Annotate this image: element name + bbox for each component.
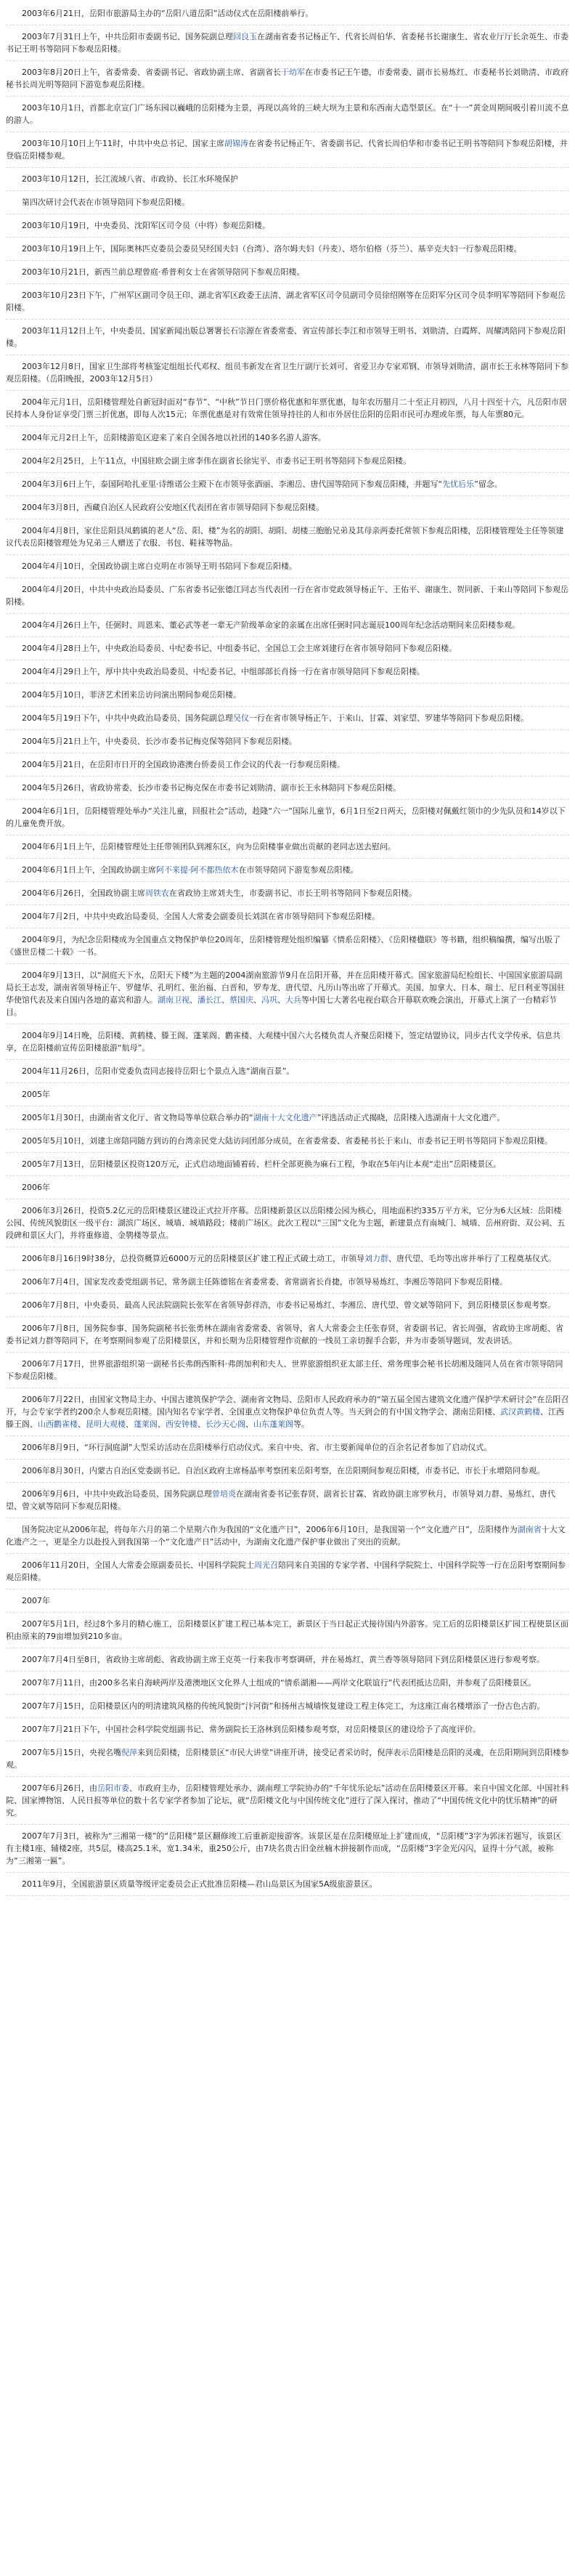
entry-text: 、江西滕王阁、	[6, 1407, 564, 1429]
chronology-entry	[6, 805, 569, 835]
entry-text: 2006年	[22, 1183, 50, 1192]
chronology-entry	[6, 1830, 569, 1873]
entry-text: 2003年11月12日上午，中央委员、国家新闻出版总署署长石宗源在省委常委、省宣传部长李江和市领导王明书、刘勋清、白霞辉、周耀鸿陪同下参观岳阳楼。	[6, 326, 566, 348]
entry-text: 2006年7月4日，国家发改委党组副书记、常务副主任陈德铭在省委常委、省常副省长肖捷，市领导易炼红、李湘岳等陪同下参观岳阳楼。	[22, 1277, 507, 1287]
entry-text: 2003年10月23日下午，广州军区副司令员王印、湖北省军区政委王法清、湖北省军区司令员副司令员徐绍刚等在岳阳军分区司令员李明军等陪同下参观岳阳楼。	[6, 291, 566, 312]
chronology-entry	[6, 758, 569, 777]
chronology-entry	[6, 102, 569, 132]
entry-text: 2004年3月8日，西藏自治区人民政府公安地区代表团在省市领导陪同下参观岳阳楼。	[22, 503, 324, 512]
chronology-entry	[6, 289, 569, 320]
chronology-entry	[6, 887, 569, 905]
entry-text: 2007年7月21日下午，中国社会科学院党组副书记、常务副院长王洛林到岳阳楼参观考察，对岳阳楼景区的建设给予了高度评价。	[22, 1725, 481, 1734]
entry-text: 2006年7月8日，中央委员、最高人民法院副院长张军在省领导彭祥浩，市委书记易炼红、李湘岳、唐代望、曾文斌等陪同下，到岳阳楼景区参观考察。	[22, 1300, 555, 1310]
entry-link[interactable]: 西安钟楼	[166, 1419, 197, 1429]
entry-text: 2004年4月20日，中共中央政治局委员、广东省委书记张德江同志当代表团一行在省市党政领导杨正午、王佑平、谢康生、贺同新、于来山等陪同下参观岳阳楼。	[6, 585, 568, 607]
entry-text: 2004年9月13日，以“洞庭天下水，岳阳天下楼”为主题的2004湖南旅游节9月在岳阳开幕，并在岳阳楼开幕式。国家旅游局纪检组长、中国国家旅游局副局长王志发，湖南省领导杨正午、罗健华、孔明红、张治福、白晋和，罗寿龙、唐代望、凡历山等出席了开幕式。美国、加拿大、日本、瑞士、尼日利亚等国驻华使馆代表及来自国内各地的嘉宾和游人。	[6, 971, 565, 1005]
entry-text: 2004年9月，为纪念岳阳楼成为全国重点文物保护单位20周年，岳阳楼管理处组织编纂《情系岳阳楼》、《岳阳楼楹联》等书籍，组织稿编撰，编写出版了《盛世岳楼二十载》一书。	[6, 935, 560, 957]
chronology-entry	[6, 841, 569, 859]
chronology-entry	[6, 910, 569, 928]
entry-text: 2007年7月15日，岳阳楼景区内的明清建筑风格的传统风貌街“汴河街”和扬州古城墙恢复建设工程主体完工，为这座江南名楼增添了一份古色古韵。	[22, 1701, 545, 1711]
chronology-entry	[6, 501, 569, 519]
chronology-entry	[6, 31, 569, 61]
chronology-entry	[6, 560, 569, 578]
entry-text: 2006年8月16日9时38分，总投资概算近6000万元的岳阳楼景区扩建工程正式破土动工，市领导	[22, 1254, 364, 1263]
chronology-entry	[6, 219, 569, 238]
chronology-entry	[6, 712, 569, 730]
chronology-entry	[6, 1135, 569, 1153]
entry-link[interactable]: 山西鹳雀楼	[38, 1419, 78, 1429]
year-heading	[6, 1595, 569, 1613]
entry-link[interactable]: 湖南卫视	[158, 995, 189, 1005]
chronology-entry	[6, 1700, 569, 1718]
entry-text: 、	[277, 995, 285, 1005]
chronology-entry	[6, 173, 569, 191]
entry-text: 、	[126, 1419, 134, 1429]
entry-text: ”留念。	[474, 479, 502, 489]
entry-text: 2003年10月10日上午11时，中共中央总书记、国家主席	[22, 139, 224, 148]
entry-text: 2007年7月4日至8日，省政协主席胡彪、省政协副主席王克英一行来我市考察调研，并在易炼红、黄兰香等领导陪同下到岳阳楼景区进行参观考察。	[22, 1655, 545, 1664]
chronology-entry	[6, 782, 569, 800]
entry-text: 2004年5月21日上午，中央委员、长沙市委书记梅克保等陪同下参观岳阳楼。	[22, 737, 297, 746]
entry-link[interactable]: 湖南省	[517, 1525, 542, 1534]
chronology-entry	[6, 243, 569, 261]
entry-link[interactable]: 湖南十大文化遗产	[253, 1113, 317, 1122]
entry-text: 2004年4月26日上午，任弼时、周恩来、董必武等老一辈无产阶级革命家的亲属在出席任弼时同志诞辰100周年纪念活动期间来岳阳楼参观。	[22, 620, 520, 630]
entry-text: 2005年7月13日，岳阳楼景区投资120万元，正式启动地面铺着砖、栏杆全部更换为麻石工程，争取在5年内让本观“走出”岳阳楼景区。	[22, 1159, 502, 1169]
chronology-entry	[6, 1358, 569, 1388]
chronology-entry	[6, 266, 569, 284]
chronology-entry	[6, 735, 569, 753]
entry-text: 2004年6月1日上午，岳阳楼管理处主任带领团队到湘东区，向为岳阳楼事业做出贡献的老同志送去慰问。	[22, 842, 396, 851]
chronology-entry	[6, 455, 569, 473]
entry-text: 、	[245, 1419, 253, 1429]
chronology-entry	[6, 1746, 569, 1777]
entry-text: 2006年7月8日，国务院参事、国务院副秘书长张勇林在湖南省委常委、省领导，省人大常委会主任张春贤，省委副书记、省长周强，省政协主席胡彪、省委书记刘力群等陪同下，在考察期间参观了岳阳楼景区，并和长期为岳阳楼管理作贡献的一线员工亲切握手合影，并为市委领导题词，发表讲话。	[6, 1324, 563, 1345]
entry-text: 2004年7月2日，中共中央政治局委员、全国人大常委会副委员长刘淇在省市领导陪同下参观岳阳楼。	[22, 912, 380, 921]
entry-text: 十大文化遗产之一，更是全力以赴投入到我国第一个“文化遗产日”活动中，为湖南文化遗产保护事业做出了突出的贡献。	[6, 1525, 566, 1547]
chronology-entry	[6, 619, 569, 637]
entry-link[interactable]: 昆明大观楼	[86, 1419, 126, 1429]
entry-text: 2003年10月21日，新西兰前总理曾庭·希普利女士在省领导陪同下参观岳阳楼。	[22, 267, 305, 277]
page-bottom-edge	[0, 2570, 575, 2576]
chronology-entry	[6, 1065, 569, 1083]
chronology-entry	[6, 864, 569, 882]
chronology-entry	[6, 478, 569, 496]
chronology-entry	[6, 7, 569, 25]
entry-text: 2004年6月26日，全国政协副主席	[22, 888, 145, 898]
chronology-entry	[6, 1618, 569, 1648]
chronology-entry	[6, 1111, 569, 1130]
chronology-entry	[6, 1723, 569, 1741]
entry-text: 2006年7月22日，由国家文物局主办、中国古建筑保护学会、湖南省文物局、岳阳市人民政府承办的“第五届全国古建筑文化遗产保护学术研讨会”在岳阳召开，与会专家学者约200余人参观岳阳楼。国内知名专家学者、全国重点文物保护单位负责人等。当天到会的有中国文物学会、湖南岳阳楼、	[6, 1395, 569, 1417]
entry-link[interactable]: 曾培炎	[212, 1489, 236, 1499]
chronology-entry	[6, 1488, 569, 1518]
entry-text: 在市领导陪同下游览参观岳阳楼。	[238, 865, 359, 875]
entry-text: 、	[253, 995, 261, 1005]
entry-text: 2004年4月10日，全国政协副主席白克明在市领导王明书陪同下参观岳阳楼。	[22, 562, 297, 571]
entry-text: 2004年11月26日，岳阳市党委负责同志接待岳阳七个景点入选“湖南百景”。	[22, 1066, 295, 1076]
entry-text: 2004年4月28日上午，中央政治局委员、中纪委书记、中组委书记、全国总工会主席刘建行在省市领导陪同下参观岳阳楼。	[22, 644, 457, 653]
entry-link[interactable]: 周铁农	[145, 888, 169, 898]
entry-text: 一行在省市领导杨正午、于来山、甘霖、刘家望、罗建华等陪同下参观岳阳楼。	[249, 713, 529, 723]
chronology-entry	[6, 325, 569, 355]
entry-link[interactable]: 潘长江	[197, 995, 221, 1005]
chronology-entry	[6, 1299, 569, 1317]
entry-text: 2003年10月12日，长江流域八省、市政协、长江水环境保护	[22, 174, 238, 184]
chronology-entry	[6, 665, 569, 684]
chronology-entry	[6, 1322, 569, 1353]
entry-text: 陪同来自美国的专家学者、中国科学院院士、中国科学院等一行在岳阳考察期间参观岳阳楼。	[6, 1560, 566, 1582]
chronology-entry	[6, 1677, 569, 1695]
entry-text: 等中国七大著名电视台联合开幕联欢晚会演出，开幕式上演了一台精彩节目。	[6, 995, 557, 1017]
entry-text: 2005年5月10日，刘建主席陪同随方到访的台湾亲民党大陆访问团部分成员，在省委常委、省委秘书长于来山、市委书记王明书等陪同下参观岳阳楼。	[22, 1136, 552, 1146]
entry-text: 2004年元月2日上午，岳阳楼游览区迎来了来自全国各地以社团的140多名游人游客。	[22, 433, 326, 442]
entry-text: 2004年元月1日，岳阳楼管理处自新冠时面对“春节”、“中秋”节日门票价格优惠和年票优惠，每年农历腊月二十至正月初四，八月十四至十六，凡岳阳市居民持本人身份证享受门票三折优惠，即每人次15元；年票优惠是对有效常住领导持往的人和市外居住岳阳的岳阳市民可办理或年票，每人年票80元。	[6, 397, 567, 419]
entry-link[interactable]: 先忧后乐	[442, 479, 475, 489]
chronology-entry	[6, 1158, 569, 1176]
entry-link[interactable]: 回良玉	[233, 32, 257, 41]
chronology-entry	[6, 969, 569, 1024]
entry-text: 2007年6月26日，由	[22, 1783, 97, 1793]
entry-text: 2006年9月6日，中共中央政治局委员、国务院副总理	[22, 1489, 212, 1499]
chronology-entry	[6, 1029, 569, 1060]
entry-text: 2003年6月21日，岳阳市旅游局主办的“岳阳八道岳阳”活动仪式在岳阳楼前举行。	[22, 9, 314, 18]
entry-text: 第四次研讨会代表在市领导陪同下参观岳阳楼。	[22, 198, 189, 207]
entry-text: 2003年8月20日上午，省委常委、省委副书记、省政协副主席、省副省长	[22, 68, 281, 77]
entry-text: 、	[197, 1419, 205, 1429]
entry-text: 2007年5月15日，央视名嘴	[22, 1748, 121, 1757]
chronology-entry	[6, 933, 569, 964]
entry-text: 2004年9月14日晚，岳阳楼、黄鹤楼、滕王阁、蓬莱阁、鹳雀楼、大观楼中国六大名楼负责人齐聚岳阳楼下，签定结盟协议，同步古代文学传承、信息共享，在岳阳楼前宣传岳阳楼旅游“航母”。	[6, 1031, 560, 1053]
chronology-entry	[6, 524, 569, 555]
entry-link[interactable]: 阿不来提·阿不都热依木	[156, 865, 239, 875]
entry-text: 2007年7月11日，由200多名来自海峡两岸及港澳地区文化界人士组成的“情系湖湘——两岸文化联谊行”代表团抵达岳阳，并参观了岳阳楼景区。	[22, 1678, 537, 1688]
chronology-entry	[6, 1878, 569, 1896]
entry-text: 2004年6月1日，岳阳楼管理处举办“关注儿童，回报社会”活动，趁隆“六一”国际儿童节，6月1日至2日两天，岳阳楼对佩戴红领巾的少先队员和14岁以下的儿童免费开放。	[6, 806, 566, 828]
entry-text: 2004年6月1日上午，全国政协副主席	[22, 865, 156, 875]
entry-text: 2005年	[22, 1090, 50, 1099]
chronology-entry	[6, 396, 569, 426]
entry-link[interactable]: 武汉黄鹤楼	[500, 1407, 540, 1417]
entry-text: 在湖南省委书记张春贤、副省长甘霖、省政协副主席罗秋月，市领导刘力群、易炼红、唐代望、曾文斌等陪同下参观岳阳楼。	[6, 1489, 555, 1511]
entry-link[interactable]: 吴仪	[233, 713, 249, 723]
entry-link[interactable]: 倪萍	[121, 1748, 137, 1757]
entry-link[interactable]: 刘力群	[364, 1254, 388, 1263]
entry-text: 2003年10月19日，中央委员、沈阳军区司令员（中将）参观岳阳楼。	[22, 221, 270, 230]
chronology-entry	[6, 642, 569, 660]
entry-text: 在省委书记杨正午、省委副书记、代省长周伯华和市委书记王明书等陪同下参观岳阳楼，并登临岳阳楼参观。	[6, 139, 568, 161]
chronology-entry	[6, 360, 569, 391]
year-heading	[6, 1088, 569, 1106]
year-heading	[6, 1181, 569, 1199]
entry-text: 2004年5月21日，在岳阳市日开的全国政协港澳台侨委员工作会议的代表一行参观岳阳楼。	[22, 760, 345, 769]
chronology-entry	[6, 583, 569, 614]
chronology-entry	[6, 1393, 569, 1436]
entry-link[interactable]: 长沙天心阁	[205, 1419, 245, 1429]
entry-link[interactable]: 胡锦涛	[224, 139, 248, 148]
chronology-entry	[6, 1252, 569, 1271]
entry-text: 2007年	[22, 1596, 50, 1605]
entry-text: 2005年1月30日，由湖南省文化厅、省文物局等单位联合举办的“	[22, 1113, 253, 1122]
entry-text: 2004年5月26日，省政协常委、长沙市委书记梅克保在市委书记刘勋清、副市长王永林陪同下参观岳阳楼。	[22, 783, 401, 793]
entry-text: 2011年9月，全国旅游景区质量等级评定委员会正式批准岳阳楼—君山岛景区为国家5A级旅游景区。	[22, 1879, 378, 1889]
chronology-entry	[6, 1782, 569, 1825]
entry-link[interactable]: 于幼军	[281, 68, 305, 77]
entry-text: ”评选活动正式揭晓，岳阳楼入选湖南十大文化遗产。	[317, 1113, 505, 1122]
entry-text: 、唐代望、毛均等出席并举行了工程奠基仪式。	[388, 1254, 556, 1263]
entry-link[interactable]: 大兵	[285, 995, 301, 1005]
entry-text: 在省政协主席刘夫生，市委副书记、市长王明书等陪同下参观岳阳楼。	[169, 888, 417, 898]
entry-text: 2004年2月25日，上午11点，中国驻欧会副主席李伟在副省长徐宪平、市委书记王明书等陪同下参观岳阳楼。	[22, 456, 411, 466]
entry-text: 2004年4月29日上午，厚中共中央政治局委员、中纪委书记、中组部部长肖扬一行在省市领导陪同下参观岳阳楼。	[22, 667, 425, 676]
entry-text: 2007年7月3日，被称为“三湘第一楼”的“岳阳楼”景区翻修竣工后重新迎接游客。该景区是在岳阳楼原址上扩建而成，“岳阳楼”3字为郭沫若题写，该景区有主楼1座、辅楼2座，共5层，楼高25.1米，宽1.34米，重250公斤，由7块名贵古旧金丝楠木拼接制作而成，“岳阳楼”3字金光闪闪，显得十分气派，被称为“三湘第一匾”。	[6, 1831, 562, 1866]
entry-link[interactable]: 蔡国庆	[229, 995, 253, 1005]
entry-text: 国务院决定从2006年起，将每年六月的第二个星期六作为我国的“文化遗产日”，2006年6月10日，是我国第一个“文化遗产日”，岳阳楼作为	[22, 1525, 518, 1534]
chronology-entry	[6, 1465, 569, 1483]
entry-text: 2006年3月26日，投资5.2亿元的岳阳楼景区建设正式拉开序幕。岳阳楼新景区以岳阳楼公园为核心，用地面积约335万平方米，它分为6大区域：岳阳楼公园、传统风貌街区一级平台：湖滨广场区、城墙、城墙路段；楼前广场区。此次工程以“三国”文化为主题，新建景点有南城门、城墙、岳州府街、双公祠、五段碑和景区大门，并将重修道、金鹗楼等景点。	[6, 1206, 566, 1240]
chronology-entry	[6, 1204, 569, 1247]
entry-text: 2004年5月10日，菲济艺术团来岳访问演出期间参观岳阳楼。	[22, 690, 241, 700]
entry-text: 、	[158, 1419, 166, 1429]
entry-text: 2004年5月19日下午，中共中央政治局委员、国务院副总理	[22, 713, 233, 723]
entry-text: 、	[221, 995, 229, 1005]
chronology-entry	[6, 1523, 569, 1554]
chronology-list	[6, 7, 569, 1896]
entry-text: 在市委书记王午德，市委常委、副市长易炼红、市委秘书长刘勋清、市政府秘书长周光明等陪同下游览参观岳阳楼。	[6, 68, 568, 89]
chronology-entry	[6, 1441, 569, 1459]
chronology-entry	[6, 137, 569, 168]
entry-text: 、	[78, 1419, 86, 1429]
entry-text: 来到岳阳楼，岳阳楼景区“市民大讲堂”讲座开讲，接受记者采访时，倪萍表示岳阳楼是岳阳的灵魂，在岳阳期间到岳阳楼参观。	[6, 1748, 569, 1770]
entry-text: 2004年3月6日上午，泰国阿哈扎亚里·诗维诺公主殿下在市领导张酒丽、李湘岳、唐代国等陪同下参观岳阳楼，并题写“	[22, 479, 443, 489]
entry-text: 2003年12月8日，国家卫生部将考核鉴定组组长代邓权、组员韦新发在省卫生厅副厅长刘可、省爱卫办专家邓钢、市领导刘勋清、副市长王永林等陪同下参观岳阳楼。（岳阳晚报，2003年12月5日）	[6, 362, 568, 384]
chronology-entry	[6, 66, 569, 97]
entry-text: 2006年8月30日，内蒙古自治区党委副书记、自治区政府主席杨晶率考察团来岳阳考察，在岳阳期间参观岳阳楼，市委书记、市长于永增陪同参观。	[22, 1466, 545, 1475]
entry-text: 、	[189, 995, 197, 1005]
entry-text: 2003年7月31日上午，中共岳阳市委副书记、国务院副总理	[22, 32, 233, 41]
entry-text: 2006年11月20日，全国人大常委会原副委员长、中国科学院院士	[22, 1560, 254, 1570]
entry-link[interactable]: 蓬莱阁	[134, 1419, 158, 1429]
entry-text: 、市政府主办，岳阳楼管理处承办、湖南理工学院协办的“千年忧乐论坛”活动在岳阳楼景区开幕。来自中国文化部、中国社科院、国家博物馆、人民日报等单位的数十名专家学者参加了论坛，就“岳阳楼文化与中国传统文化”进行了深入探讨，推动了“中国传统文化中的忧乐精神”的研究。	[6, 1783, 569, 1818]
entry-text: 2003年10月1日，首都北京宣门广场东园以巍峨的岳阳楼为主景，再现以高耸的三峡大坝为主景和东西南大造型景区。在“十一”黄金周期间吸引着川流不息的游人。	[6, 103, 569, 125]
entry-text: 2003年10月19日上午，国际奥林匹克委员会委员吴经国夫妇（台湾）、洛尔姆夫妇（丹麦）、塔尔伯格（芬兰）、基辛克夫妇一行参观岳阳楼。	[22, 244, 522, 254]
entry-text: 2006年7月17日，世界旅游组织第一副秘书长弗朗西斯科·弗朗加利和夫人、世界旅游组织亚太部主任、常务理事会秘书长胡湘及随同人员在省市领导陪同下参观岳阳楼。	[6, 1359, 563, 1381]
entry-link[interactable]: 岳阳市委	[97, 1783, 129, 1793]
entry-link[interactable]: 山东蓬莱阁	[253, 1419, 293, 1429]
entry-text: 2006年8月9日，“环行洞庭湖”大型采访活动在岳阳楼举行启动仪式。来自中央、省、市主要新闻单位的百余名记者参加了启动仪式。	[22, 1443, 492, 1452]
chronology-entry	[6, 689, 569, 707]
chronology-entry	[6, 1653, 569, 1672]
chronology-entry	[6, 196, 569, 214]
chronology-entry	[6, 432, 569, 450]
entry-text: 2004年4月8日，家住岳阳县凤鹤镇的老人“岳、阳、楼”为名的胡阳、胡阳、胡楼三胞胎兄弟及其母亲两委托常领下参观岳阳楼，岳阳楼管理处主任等领建议代表岳阳楼管理处为兄弟三人赠送了衣服、书包、鞋袜等物品。	[6, 526, 564, 548]
entry-text: 2007年5月1日，经过8个多月的精心施工，岳阳楼景区扩建工程已基本完工，新景区于当日起正式接待国内外游客。完工后的岳阳楼景区扩园工程使景区面积由原来的79亩增加到210多亩。	[6, 1619, 568, 1641]
entry-link[interactable]: 冯巩	[261, 995, 277, 1005]
chronology-entry	[6, 1559, 569, 1589]
chronology-entry	[6, 1276, 569, 1294]
entry-text: 等。	[293, 1419, 309, 1429]
entry-text: 在湖南省委书记杨正午、代省长周伯华、省委秘书长谢康生、省农业厅厅长余英生、市委书记王明书等陪同下参观岳阳楼。	[6, 32, 568, 54]
entry-link[interactable]: 周光召	[254, 1560, 278, 1570]
